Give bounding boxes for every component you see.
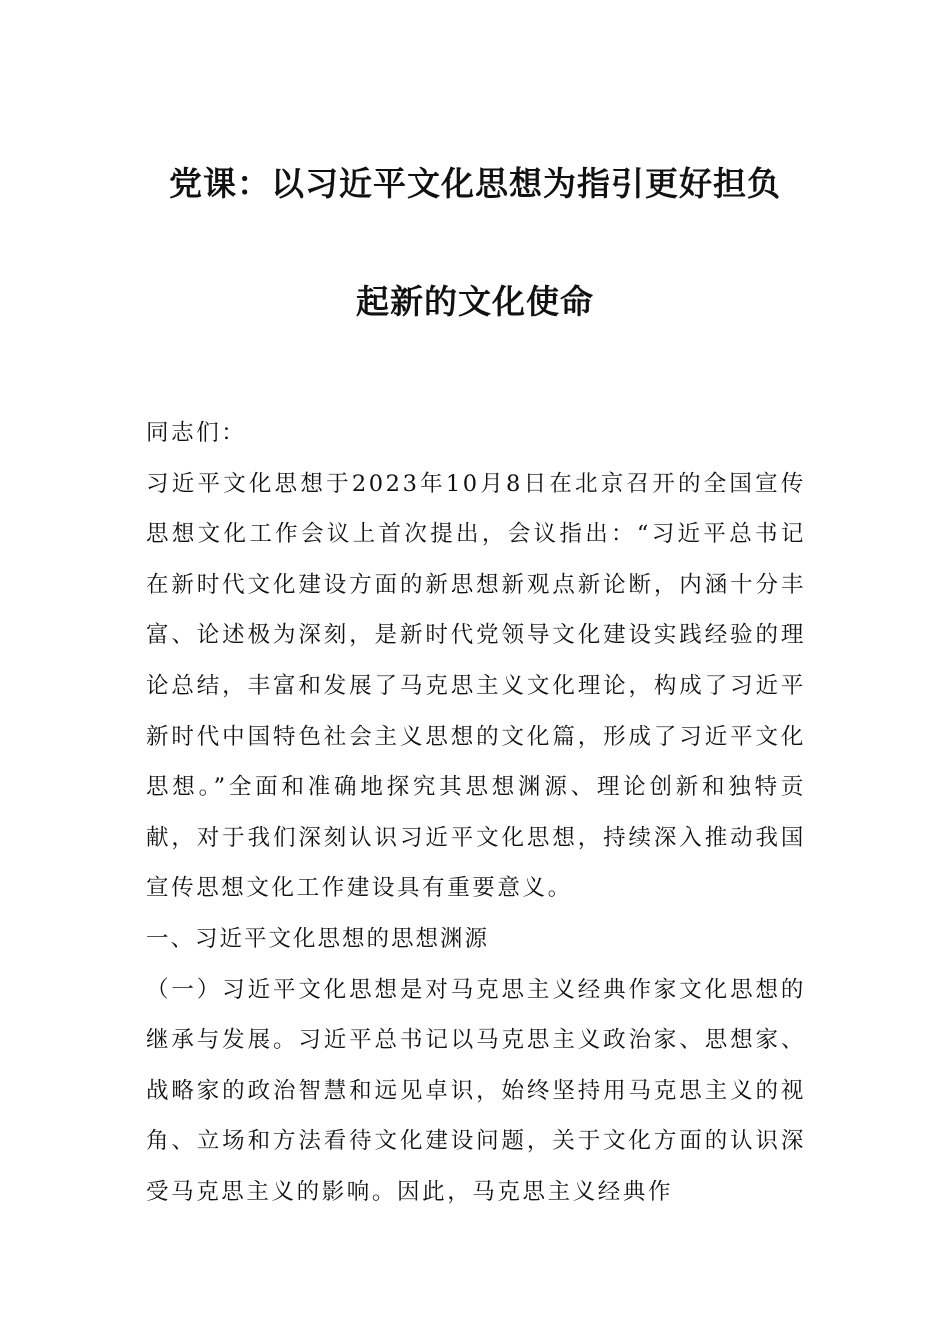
document-title-line-2: 起新的文化使命: [356, 282, 594, 321]
document-body: [146, 408, 806, 1218]
body-paragraph-1: 习近平文化思想于2023年10月8日在北京召开的全国宣传思想文化工作会议上首次提出，会议指出：“习近平总书记在新时代文化建设方面的新思想新观点新论断，内涵十分丰富、论述极为深刻，是新时代党领导文化建设实践经验的理论总结，丰富和发展了马克思主义文化理论，构成了习近平新时代中国特色社会主义思想的文化篇，形成了习近平文化思想。”全面和准确地探究其思想渊源、理论创新和独特贡献，对于我们深刻认识习近平文化思想，持续深入推动我国宣传思想文化工作建设具有重要意义。: [146, 470, 806, 902]
greeting: 同志们：: [146, 420, 247, 446]
document-title-line-1: 党课：以习近平文化思想为指引更好担负: [169, 164, 781, 203]
section-heading-1: 一、习近平文化思想的思想渊源: [146, 925, 490, 952]
body-paragraph-2: （一）习近平文化思想是对马克思主义经典作家文化思想的继承与发展。习近平总书记以马克思主义政治家、思想家、战略家的政治智慧和远见卓识，始终坚持用马克思主义的视角、立场和方法看待文化建设问题，关于文化方面的认识深受马克思主义的影响。因此，马克思主义经典作: [146, 976, 806, 1205]
